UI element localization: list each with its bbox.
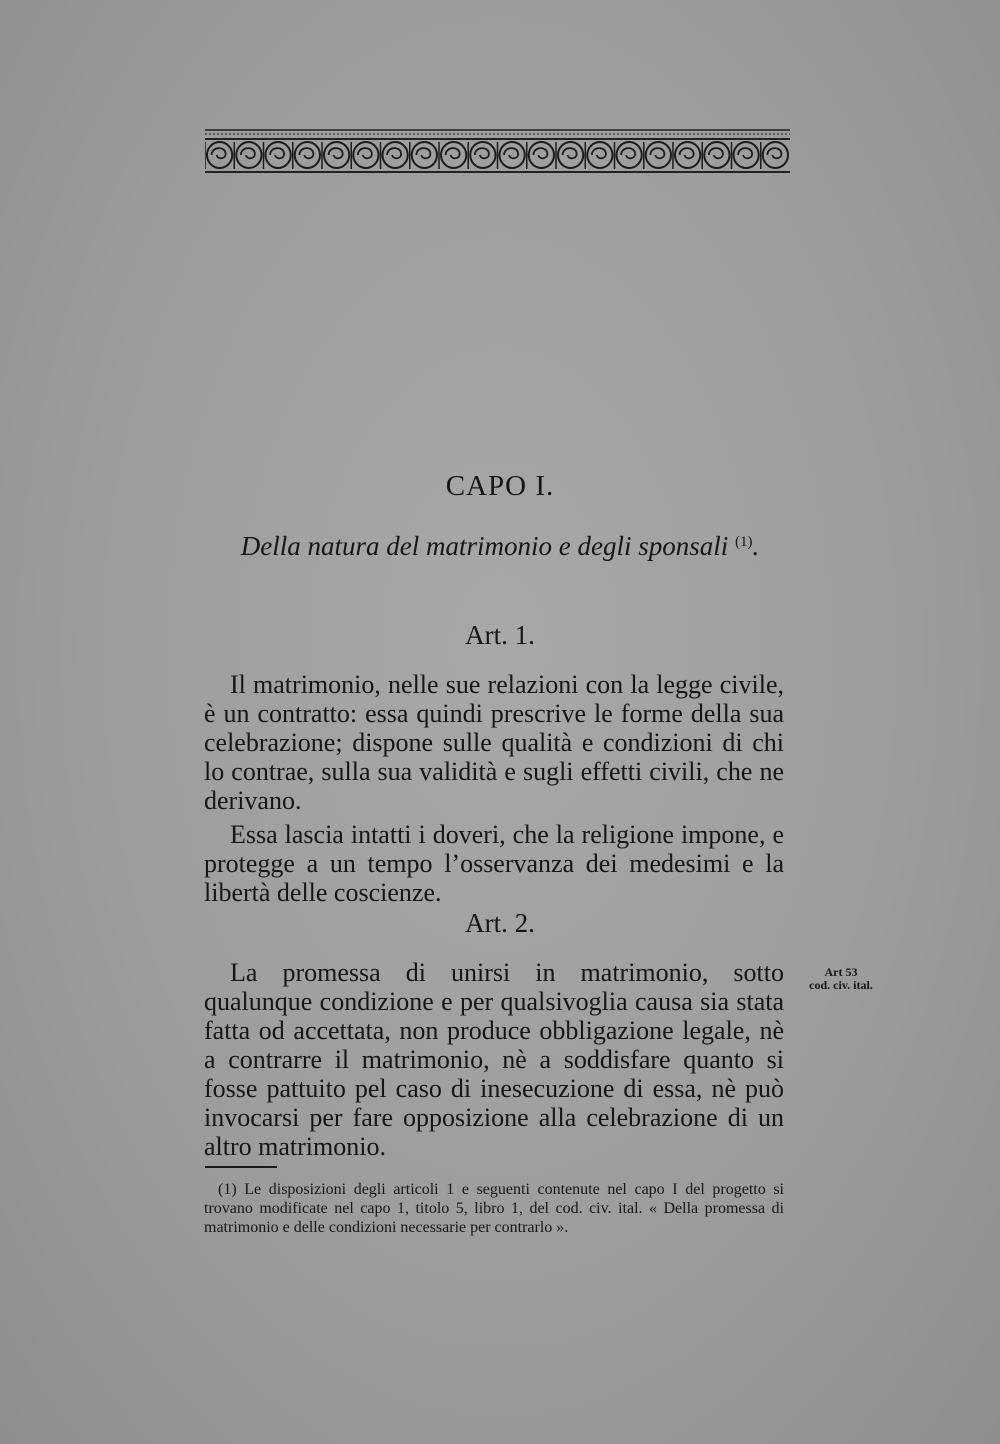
margin-reference-article: Art 53 <box>824 965 858 979</box>
article-1-heading: Art. 1. <box>465 620 535 650</box>
footnote-reference: (1) <box>734 534 753 550</box>
article-2-paragraph-1: La promessa di unirsi in matrimonio, sotto qualunque condizione e per qualsivoglia causa sia stata fatta od accettata, non produce obbligazione legale, nè a contrarre il matrimonio, nè a soddisfare quanto si fosse pattuito pel caso di inesecuzione di essa, nè può invocarsi per fare opposizione alla celebrazione di un altro matrimonio. <box>204 958 784 1161</box>
chapter-title: CAPO I. <box>445 470 555 502</box>
margin-reference <box>800 966 882 992</box>
chapter-subtitle-text: Della natura del matrimonio e degli sponsali <box>240 531 729 561</box>
chapter-subtitle-period: . <box>752 531 760 561</box>
decorative-ornament-band <box>205 128 790 174</box>
chapter-subtitle <box>0 531 1000 562</box>
margin-reference-code: cod. civ. ital. <box>809 978 873 992</box>
footnote-text: (1) Le disposizioni degli articoli 1 e seguenti contenute nel capo I del progetto si trovano modificate nel capo 1, titolo 5, libro 1, del cod. civ. ital. « Della promessa di matrimonio e delle condizioni necessarie per contrarlo ». <box>204 1181 784 1236</box>
article-1-paragraph-2: Essa lascia intatti i doveri, che la religione impone, e protegge a un tempo l’osservanza dei medesimi e la libertà delle coscienze. <box>204 820 784 907</box>
article-1-paragraph-1: Il matrimonio, nelle sue relazioni con la legge civile, è un contratto: essa quindi prescrive le forme della sua celebrazione; dispone sulle qualità e condizioni di chi lo contrae, sulla sua validità e sugli effetti civili, che ne derivano. <box>204 670 784 815</box>
article-2-heading: Art. 2. <box>465 908 535 938</box>
footnote-divider <box>205 1166 277 1168</box>
